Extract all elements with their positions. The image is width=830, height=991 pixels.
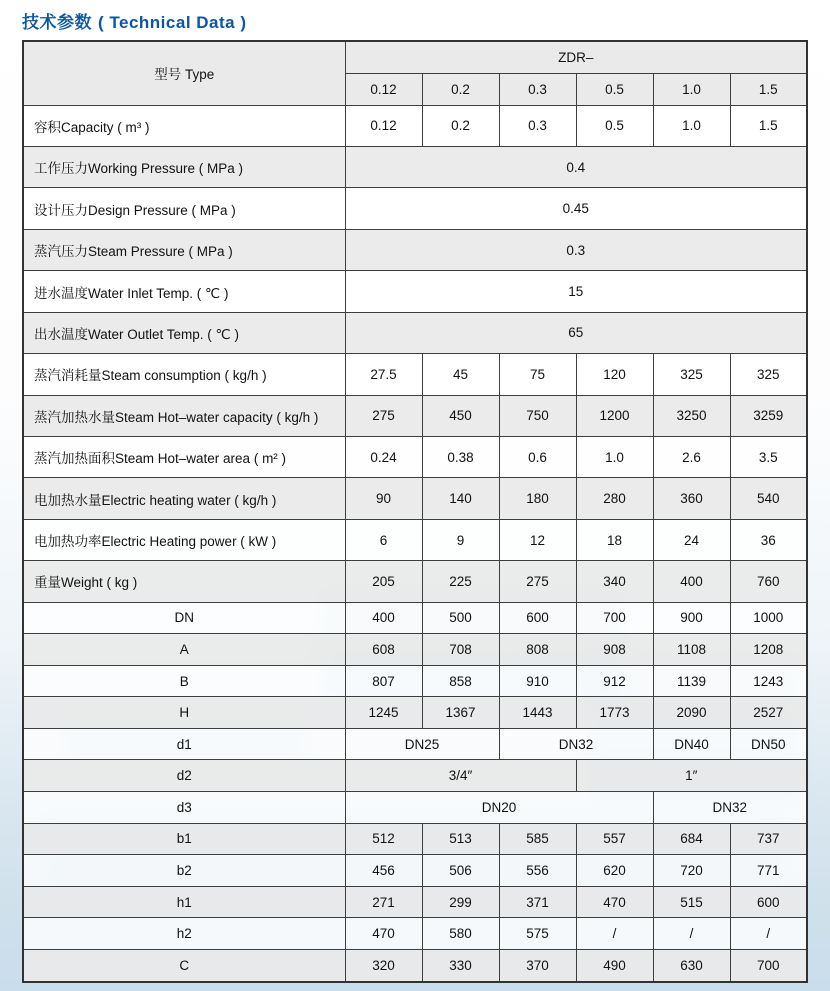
value-cell: 320 <box>345 949 422 982</box>
row-label: 出水温度Water Outlet Temp. ( ℃ ) <box>23 312 345 353</box>
value-cell: 140 <box>422 478 499 519</box>
row-label: b1 <box>23 823 345 855</box>
table-row-b <box>23 665 807 697</box>
table-row-design-pressure <box>23 188 807 229</box>
value-cell: 1773 <box>576 697 653 729</box>
table-row-dn <box>23 602 807 634</box>
value-cell: / <box>653 918 730 950</box>
column-header: 1.0 <box>653 74 730 106</box>
row-label: 电加热水量Electric heating water ( kg/h ) <box>23 478 345 519</box>
value-cell: 370 <box>499 949 576 982</box>
value-cell: 24 <box>653 519 730 560</box>
value-cell: 75 <box>499 354 576 395</box>
row-label: b2 <box>23 855 345 887</box>
value-cell: 557 <box>576 823 653 855</box>
row-label: h1 <box>23 886 345 918</box>
value-cell: 737 <box>730 823 807 855</box>
table-row-d2 <box>23 760 807 792</box>
series-header-cell: ZDR– <box>345 41 807 74</box>
value-cell: 120 <box>576 354 653 395</box>
value-cell: 205 <box>345 561 422 602</box>
column-header: 0.2 <box>422 74 499 106</box>
value-cell: 0.45 <box>345 188 807 229</box>
value-cell: 720 <box>653 855 730 887</box>
value-cell: 858 <box>422 665 499 697</box>
value-cell: 600 <box>499 602 576 634</box>
row-label: 设计压力Design Pressure ( MPa ) <box>23 188 345 229</box>
value-cell: 2527 <box>730 697 807 729</box>
value-cell: 684 <box>653 823 730 855</box>
technical-data-table <box>22 40 808 983</box>
value-cell: 1000 <box>730 602 807 634</box>
value-cell: DN32 <box>653 792 807 824</box>
value-cell: 540 <box>730 478 807 519</box>
table-row-water-inlet-temp <box>23 271 807 312</box>
column-header: 0.12 <box>345 74 422 106</box>
value-cell: 1.0 <box>576 436 653 477</box>
value-cell: 400 <box>653 561 730 602</box>
table-row-steam-pressure <box>23 229 807 270</box>
value-cell: 900 <box>653 602 730 634</box>
value-cell: 1108 <box>653 634 730 666</box>
table-row-electric-heating-water <box>23 478 807 519</box>
row-label: 蒸汽消耗量Steam consumption ( kg/h ) <box>23 354 345 395</box>
table-row-electric-heating-power <box>23 519 807 560</box>
value-cell: 490 <box>576 949 653 982</box>
value-cell: 620 <box>576 855 653 887</box>
value-cell: 0.3 <box>345 229 807 270</box>
row-label: C <box>23 949 345 982</box>
value-cell: 0.3 <box>499 105 576 146</box>
table-row-b2 <box>23 855 807 887</box>
value-cell: 325 <box>730 354 807 395</box>
value-cell: 180 <box>499 478 576 519</box>
value-cell: 512 <box>345 823 422 855</box>
row-label: H <box>23 697 345 729</box>
value-cell: 18 <box>576 519 653 560</box>
value-cell: 908 <box>576 634 653 666</box>
value-cell: 371 <box>499 886 576 918</box>
value-cell: 750 <box>499 395 576 436</box>
value-cell: 506 <box>422 855 499 887</box>
value-cell: 0.6 <box>499 436 576 477</box>
value-cell: 0.24 <box>345 436 422 477</box>
row-label: B <box>23 665 345 697</box>
table-row-c <box>23 949 807 982</box>
value-cell: 36 <box>730 519 807 560</box>
value-cell: 360 <box>653 478 730 519</box>
value-cell: 0.5 <box>576 105 653 146</box>
value-cell: 500 <box>422 602 499 634</box>
value-cell: 1139 <box>653 665 730 697</box>
value-cell: 400 <box>345 602 422 634</box>
table-row-h <box>23 697 807 729</box>
header-row-series <box>23 41 807 74</box>
value-cell: DN40 <box>653 728 730 760</box>
value-cell: 0.4 <box>345 147 807 188</box>
value-cell: 3259 <box>730 395 807 436</box>
value-cell: 299 <box>422 886 499 918</box>
row-label: d3 <box>23 792 345 824</box>
value-cell: DN32 <box>499 728 653 760</box>
value-cell: 325 <box>653 354 730 395</box>
table-row-d1 <box>23 728 807 760</box>
table-row-capacity <box>23 105 807 146</box>
value-cell: 470 <box>576 886 653 918</box>
value-cell: 275 <box>345 395 422 436</box>
table-row-b1 <box>23 823 807 855</box>
value-cell: 556 <box>499 855 576 887</box>
value-cell: 3/4″ <box>345 760 576 792</box>
value-cell: 225 <box>422 561 499 602</box>
value-cell: 12 <box>499 519 576 560</box>
value-cell: 0.38 <box>422 436 499 477</box>
table-row-water-outlet-temp <box>23 312 807 353</box>
table-row-h2 <box>23 918 807 950</box>
table-row-steam-hotwater-capacity <box>23 395 807 436</box>
value-cell: 630 <box>653 949 730 982</box>
value-cell: 450 <box>422 395 499 436</box>
value-cell: 1245 <box>345 697 422 729</box>
value-cell: 330 <box>422 949 499 982</box>
value-cell: 340 <box>576 561 653 602</box>
value-cell: 1443 <box>499 697 576 729</box>
row-label: 蒸汽加热面积Steam Hot–water area ( m² ) <box>23 436 345 477</box>
table-row-working-pressure <box>23 147 807 188</box>
column-header: 1.5 <box>730 74 807 106</box>
value-cell: 3250 <box>653 395 730 436</box>
page-title-zh: 技术参数 <box>22 13 92 32</box>
row-label: 工作压力Working Pressure ( MPa ) <box>23 147 345 188</box>
row-label: A <box>23 634 345 666</box>
value-cell: 910 <box>499 665 576 697</box>
row-label: d2 <box>23 760 345 792</box>
value-cell: 45 <box>422 354 499 395</box>
value-cell: 9 <box>422 519 499 560</box>
value-cell: 90 <box>345 478 422 519</box>
table-row-steam-consumption <box>23 354 807 395</box>
value-cell: 271 <box>345 886 422 918</box>
value-cell: 808 <box>499 634 576 666</box>
table-row-a <box>23 634 807 666</box>
value-cell: 1208 <box>730 634 807 666</box>
value-cell: 760 <box>730 561 807 602</box>
value-cell: 515 <box>653 886 730 918</box>
row-label: 电加热功率Electric Heating power ( kW ) <box>23 519 345 560</box>
value-cell: 1367 <box>422 697 499 729</box>
value-cell: / <box>576 918 653 950</box>
row-label: h2 <box>23 918 345 950</box>
value-cell: DN20 <box>345 792 653 824</box>
value-cell: 708 <box>422 634 499 666</box>
value-cell: 27.5 <box>345 354 422 395</box>
value-cell: 1.5 <box>730 105 807 146</box>
row-label: 重量Weight ( kg ) <box>23 561 345 602</box>
value-cell: DN50 <box>730 728 807 760</box>
value-cell: 700 <box>730 949 807 982</box>
value-cell: 6 <box>345 519 422 560</box>
value-cell: 580 <box>422 918 499 950</box>
value-cell: DN25 <box>345 728 499 760</box>
value-cell: 15 <box>345 271 807 312</box>
value-cell: 1243 <box>730 665 807 697</box>
value-cell: / <box>730 918 807 950</box>
value-cell: 807 <box>345 665 422 697</box>
row-label: d1 <box>23 728 345 760</box>
value-cell: 456 <box>345 855 422 887</box>
row-label: 蒸汽压力Steam Pressure ( MPa ) <box>23 229 345 270</box>
value-cell: 513 <box>422 823 499 855</box>
row-label: 进水温度Water Inlet Temp. ( ℃ ) <box>23 271 345 312</box>
value-cell: 1200 <box>576 395 653 436</box>
value-cell: 585 <box>499 823 576 855</box>
value-cell: 0.2 <box>422 105 499 146</box>
column-header: 0.3 <box>499 74 576 106</box>
value-cell: 2090 <box>653 697 730 729</box>
table-row-weight <box>23 561 807 602</box>
value-cell: 470 <box>345 918 422 950</box>
value-cell: 0.12 <box>345 105 422 146</box>
value-cell: 2.6 <box>653 436 730 477</box>
value-cell: 912 <box>576 665 653 697</box>
value-cell: 275 <box>499 561 576 602</box>
value-cell: 65 <box>345 312 807 353</box>
value-cell: 600 <box>730 886 807 918</box>
value-cell: 575 <box>499 918 576 950</box>
table-row-h1 <box>23 886 807 918</box>
value-cell: 1″ <box>576 760 807 792</box>
page-title-en: ( Technical Data ) <box>98 13 247 32</box>
value-cell: 1.0 <box>653 105 730 146</box>
row-label: 蒸汽加热水量Steam Hot–water capacity ( kg/h ) <box>23 395 345 436</box>
row-label: DN <box>23 602 345 634</box>
value-cell: 3.5 <box>730 436 807 477</box>
row-label: 容积Capacity ( m³ ) <box>23 105 345 146</box>
value-cell: 280 <box>576 478 653 519</box>
table-row-d3 <box>23 792 807 824</box>
page-title <box>22 8 247 33</box>
table-row-steam-hotwater-area <box>23 436 807 477</box>
value-cell: 608 <box>345 634 422 666</box>
value-cell: 700 <box>576 602 653 634</box>
value-cell: 771 <box>730 855 807 887</box>
column-header: 0.5 <box>576 74 653 106</box>
type-header-cell: 型号 Type <box>23 41 345 105</box>
